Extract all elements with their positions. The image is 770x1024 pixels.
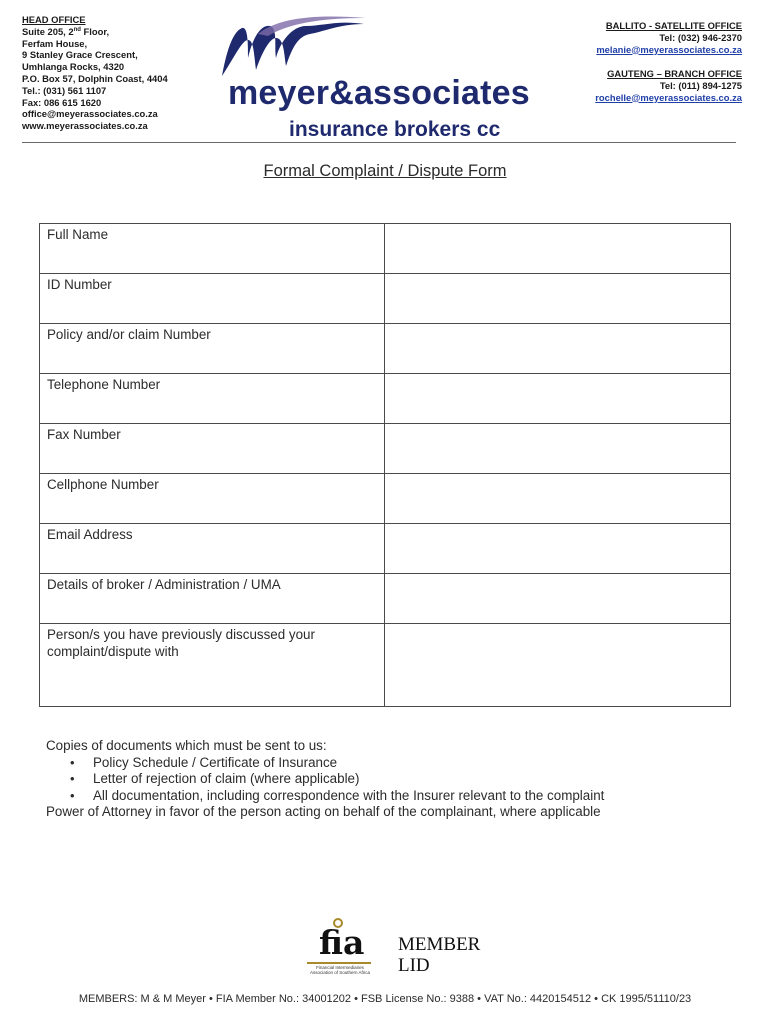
branch-tel: Tel: (032) 946-2370: [659, 31, 742, 43]
field-label: Email Address: [40, 524, 385, 574]
form-row-full-name: [40, 224, 731, 274]
head-office-website: www.meyerassociates.co.za: [22, 120, 148, 132]
id-number-field[interactable]: [384, 274, 730, 324]
field-label: Person/s you have previously discussed your complaint/dispute with: [40, 624, 385, 707]
form-row-email: [40, 524, 731, 574]
header-divider: [22, 142, 736, 143]
full-name-field[interactable]: [384, 224, 730, 274]
telephone-field[interactable]: [384, 374, 730, 424]
field-label: Full Name: [40, 224, 385, 274]
documents-list: [68, 755, 746, 805]
field-label: Fax Number: [40, 424, 385, 474]
list-item: • All documentation, including correspondence with the Insurer relevant to the complaint: [68, 788, 746, 805]
branch-email-link[interactable]: melanie@meyerassociates.co.za: [596, 43, 742, 55]
required-documents: [46, 738, 746, 821]
head-office-suite: Suite 205, 2nd Floor,: [22, 25, 110, 37]
field-label: Policy and/or claim Number: [40, 324, 385, 374]
field-label: Details of broker / Administration / UMA: [40, 574, 385, 624]
head-office-tel: Tel.: (031) 561 1107: [22, 84, 107, 96]
fia-member-line: MEMBER: [398, 934, 481, 955]
fia-member-text: [398, 934, 480, 976]
form-row-policy-number: [40, 324, 731, 374]
field-label: Telephone Number: [40, 374, 385, 424]
persons-discussed-field[interactable]: [384, 624, 730, 707]
head-office-block: [22, 14, 222, 132]
fia-divider: [307, 962, 371, 964]
logo-subtitle: insurance brokers cc: [289, 118, 501, 141]
list-item: • Policy Schedule / Certificate of Insurance: [68, 755, 746, 772]
fia-caption: Financial Intermediaries Association of Southern Africa: [309, 965, 371, 975]
policy-number-field[interactable]: [384, 324, 730, 374]
footer-registration: MEMBERS: M & M Meyer • FIA Member No.: 34001202 • FSB License No.: 9388 • VAT No.: 4420154512 • CK 1995/51110/23: [78, 993, 692, 1005]
form-row-id-number: [40, 274, 731, 324]
branch-office-ballito: [522, 20, 742, 55]
documents-intro: Copies of documents which must be sent to us:: [46, 738, 327, 753]
email-field[interactable]: [384, 524, 730, 574]
head-office-line: P.O. Box 57, Dolphin Coast, 4404: [22, 72, 168, 84]
form-row-persons-discussed: [40, 624, 731, 707]
fax-field[interactable]: [384, 424, 730, 474]
branch-tel: Tel: (011) 894-1275: [659, 79, 742, 91]
power-of-attorney-note: Power of Attorney in favor of the person acting on behalf of the complainant, where applicable: [46, 804, 601, 819]
branch-title: GAUTENG – BRANCH OFFICE: [607, 68, 742, 79]
form-row-cellphone: [40, 474, 731, 524]
company-logo: [218, 14, 566, 141]
fia-wordmark: fia: [319, 923, 365, 962]
form-row-fax: [40, 424, 731, 474]
field-label: ID Number: [40, 274, 385, 324]
fia-member-line: LID: [398, 955, 430, 976]
head-office-fax: Fax: 086 615 1620: [22, 96, 102, 108]
head-office-title: HEAD OFFICE: [22, 14, 86, 25]
head-office-line: 9 Stanley Grace Crescent,: [22, 49, 138, 61]
form-row-broker-details: [40, 574, 731, 624]
branch-title: BALLITO - SATELLITE OFFICE: [605, 20, 742, 31]
fia-member-logo: [303, 920, 503, 980]
head-office-line: Umhlanga Rocks, 4320: [22, 61, 125, 73]
broker-details-field[interactable]: [384, 574, 730, 624]
cellphone-field[interactable]: [384, 474, 730, 524]
logo-swoosh-icon: [218, 14, 368, 80]
branch-office-gauteng: [522, 68, 742, 103]
field-label: Cellphone Number: [40, 474, 385, 524]
head-office-line: Ferfam House,: [22, 37, 88, 49]
head-office-email: office@meyerassociates.co.za: [22, 108, 158, 120]
branch-email-link[interactable]: rochelle@meyerassociates.co.za: [595, 91, 742, 103]
fia-logo-mark: [305, 920, 371, 975]
page-title: Formal Complaint / Dispute Form: [263, 162, 507, 180]
logo-wordmark: meyer&associates: [228, 74, 530, 112]
complaint-form-table: [39, 223, 731, 707]
list-item: • Letter of rejection of claim (where applicable): [68, 771, 746, 788]
form-row-telephone: [40, 374, 731, 424]
